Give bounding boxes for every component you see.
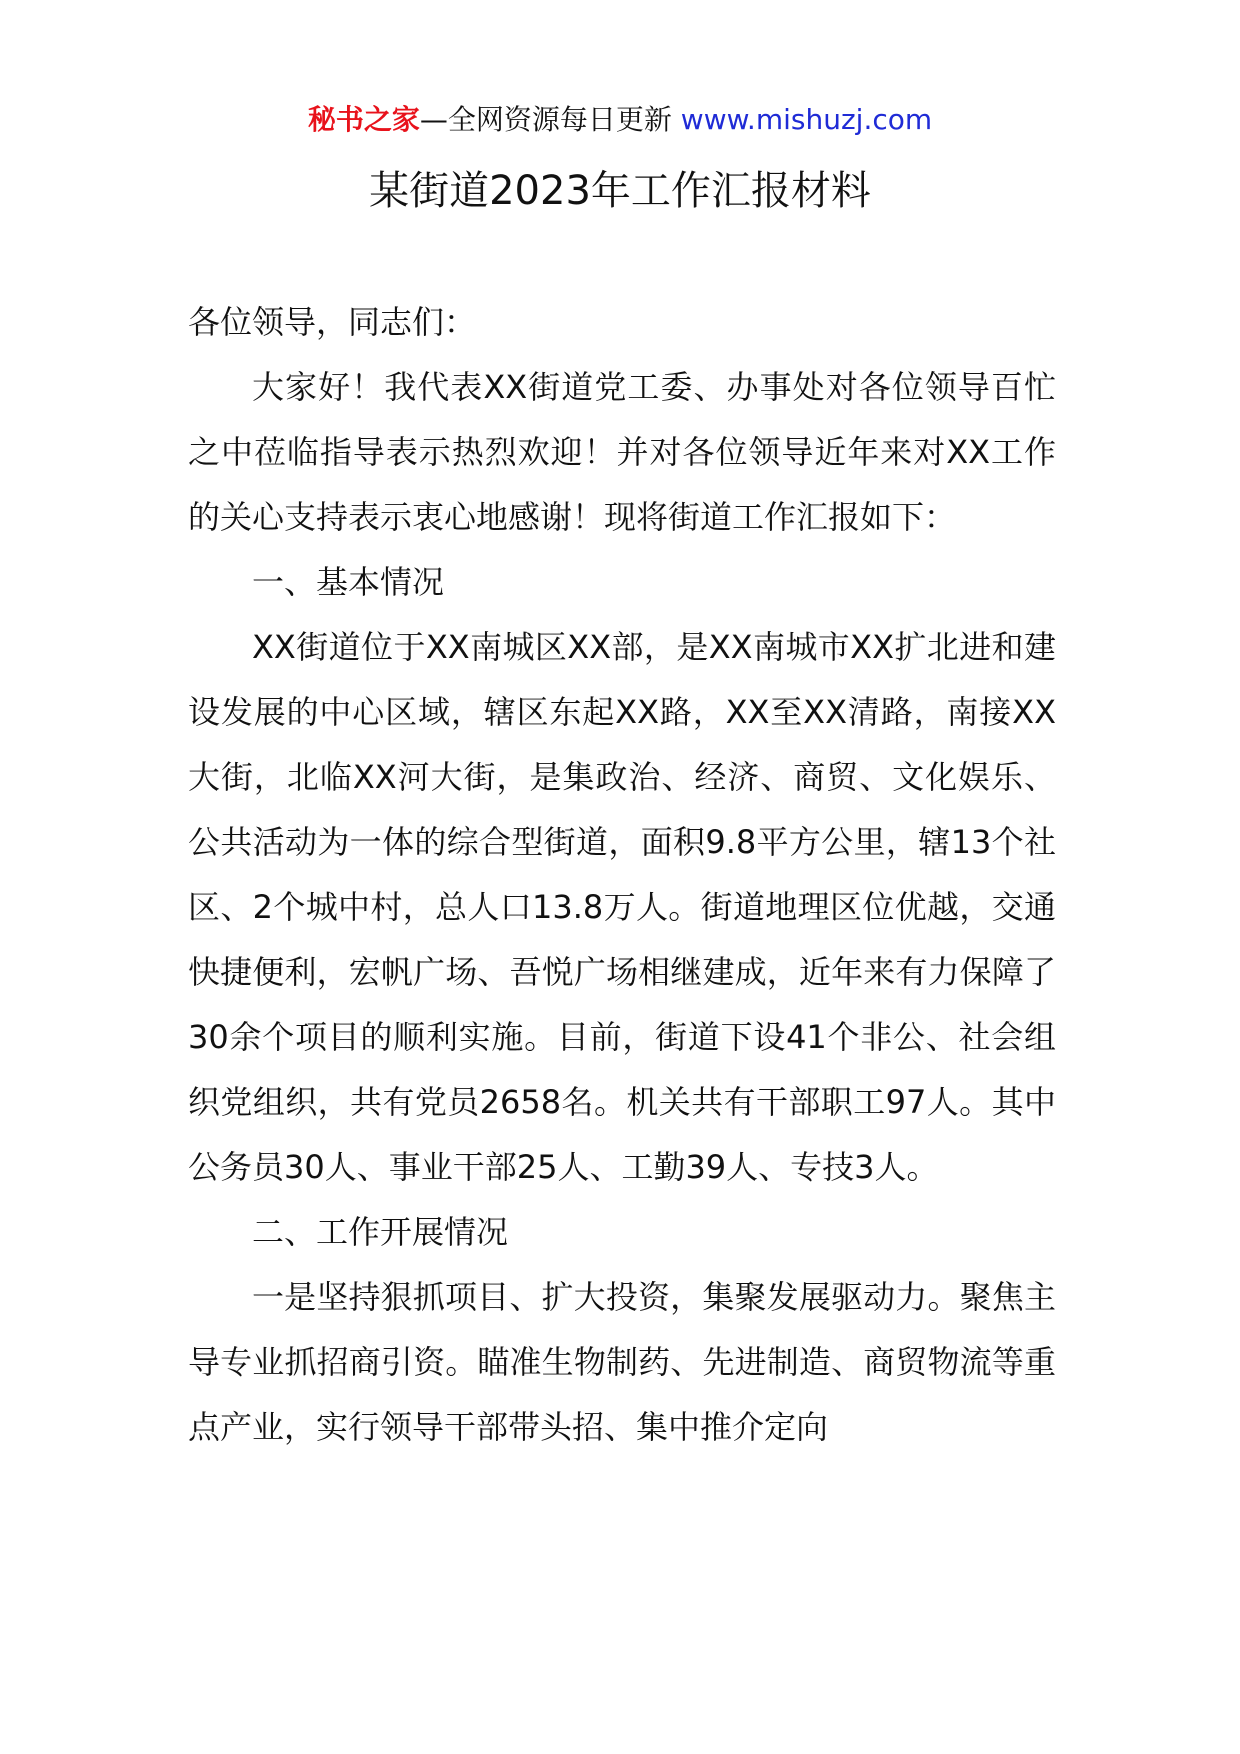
document-title: 某街道2023年工作汇报材料 [369, 168, 871, 214]
header-url-link[interactable]: www.mishuzj.com [680, 103, 933, 136]
section-heading-work: 二、工作开展情况 [252, 1213, 509, 1251]
header-slogan: —全网资源每日更新 [419, 103, 672, 136]
salutation: 各位领导，同志们： [188, 303, 477, 341]
section-basic-paragraph: XX街道位于XX南城区XX部，是XX南城市XX扩北进和建设发展的中心区域，辖区东起XX路，XX至XX清路，南接XX大街，北临XX河大街，是集政治、经济、商贸、文化娱乐、公共活动为一体的综合型街道，面积9.8平方公里，辖13个社区、2个城中村，总人口13.8万人。街道地理区位优越，交通快捷便利，宏帆广场、吾悦广场相继建成，近年来有力保障了30余个项目的顺利实施。目前，街道下设41个非公、社会组织党组织，共有党员2658名。机关共有干部职工97人。其中公务员30人、事业干部25人、工勤39人、专技3人。 [188, 628, 1056, 1186]
header-brand: 秘书之家 [307, 103, 420, 136]
section-work-paragraph: 一是坚持狠抓项目、扩大投资，集聚发展驱动力。聚焦主导专业抓招商引资。瞄准生物制药、先进制造、商贸物流等重点产业，实行领导干部带头招、集中推介定向 [188, 1278, 1056, 1446]
document-body [188, 290, 1056, 1460]
header-banner [0, 100, 1240, 140]
intro-paragraph: 大家好！我代表XX街道党工委、办事处对各位领导百忙之中莅临指导表示热烈欢迎！并对各位领导近年来对XX工作的关心支持表示衷心地感谢！现将街道工作汇报如下： [188, 368, 1056, 536]
section-heading-basic: 一、基本情况 [252, 563, 445, 601]
